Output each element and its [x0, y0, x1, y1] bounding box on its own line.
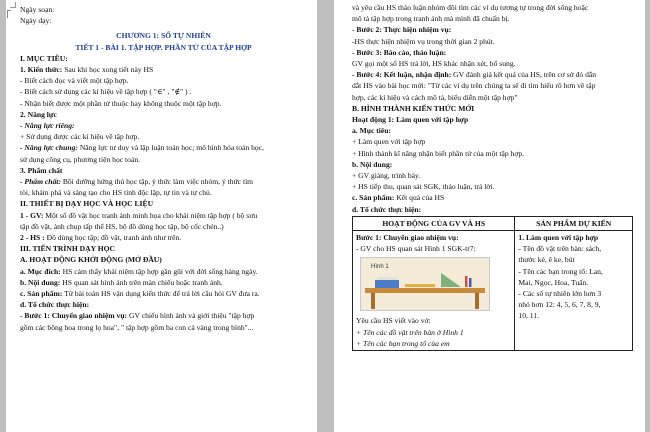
section-procedure: III. TIẾN TRÌNH DẠY HỌC [20, 244, 116, 254]
product-line-2: thước kẻ, ê ke, bút [518, 255, 575, 265]
chapter-title: CHƯƠNG 1: SỐ TỰ NHIÊN [116, 31, 211, 41]
table-observe-line: - GV cho HS quan sát Hình 1 SGK-tr7: [356, 244, 476, 254]
table-task-2: + Tên các bạn trong tổ của em [356, 338, 450, 348]
general-competency-line [20, 142, 307, 153]
document-page-right [334, 0, 645, 432]
desk-illustration-icon [361, 258, 489, 310]
continuation-line-2: mô tả tập hợp trong tranh ảnh mà mình đã chuẩn bị. [352, 14, 510, 24]
table-step1: Bước 1: Chuyển giao nhiệm vụ: [356, 233, 459, 243]
step4-line [352, 69, 633, 80]
quality-text: Bồi dưỡng hứng thú học tập, ý thức làm việc nhóm, ý thức tìm [60, 177, 254, 187]
step4-text-3: hợp, các kí hiệu và cách mô tả, biểu diễn một tập hợp" [352, 92, 518, 102]
knowledge-line [20, 64, 307, 75]
step2-text: -HS thực hiện nhiệm vụ trong thời gian 2 phút. [352, 36, 495, 46]
knowledge-item-1: - Biết cách đọc và viết một tập hợp. [20, 76, 129, 86]
content-line [20, 277, 307, 288]
corner-crop-mark [10, 2, 16, 8]
specific-competency-label: - Năng lực riêng: [20, 121, 75, 131]
purpose-text: HS cảm thấy khái niệm tập hợp gần gũi với đời sống hàng ngày. [60, 266, 258, 276]
product-line-3: - Tên các bạn trong tổ: Lan, [518, 266, 603, 276]
general-competency-text-2: sử dụng công cụ, phương tiện học toán. [20, 154, 141, 164]
teacher-text-2: tập đồ vật, ảnh chụp tấp thể HS, bộ đồ dùng học tập, bộ cốc chén..) [20, 221, 224, 231]
student-label: 2 - HS : [20, 233, 45, 243]
section-equipment: II. THIẾT BỊ DẠY HỌC VÀ HỌC LIỆU [20, 199, 154, 209]
objective-item-1: + Làm quen với tập hợp [352, 137, 426, 147]
step4-text: GV đánh giá kết quả của HS, trên cơ sở đó dẫn [451, 70, 597, 80]
objective-label: a. Mục tiêu: [352, 126, 392, 136]
student-materials-line [20, 232, 307, 243]
product-line-4: Mai, Ngọc, Hoa, Tuấn. [518, 277, 589, 287]
content-item-1: + GV giảng, trình bày. [352, 171, 421, 181]
table-header-activity: HOẠT ĐỘNG CỦA GV VÀ HS [353, 216, 515, 230]
content-item-2: + HS tiếp thu, quan sát SGK, thảo luận, trả lời. [352, 182, 495, 192]
knowledge-item-3: - Nhận biết được một phần tử thuộc hay không thuộc một tập hợp. [20, 98, 222, 108]
general-competency-text: Năng lực tư duy và lập luận toán học; mô hình hóa toán học, [77, 143, 264, 153]
table-header-row [353, 216, 633, 230]
step1-label: - Bước 1: Chuyển giao nhiệm vụ: [20, 311, 128, 321]
table-row [353, 231, 633, 351]
step4-text-2: dắt HS vào bài học mới: "Từ các ví dụ trên chúng ta sẽ đi tìm hiểu rõ hơn về tập [352, 81, 596, 91]
activity-a-heading: A. HOẠT ĐỘNG KHỞI ĐỘNG (MỞ ĐẦU) [20, 255, 162, 265]
figure-1-illustration [360, 257, 490, 311]
step1-text-2: gồm các bông hoa trong lọ hoa", " tập hợp gồm ba con cá vàng trong bình"... [20, 322, 254, 332]
table-header-product: SẢN PHẨM DỰ KIẾN [515, 216, 633, 230]
product-text: Kết quả của HS [394, 193, 445, 203]
quality-line [20, 176, 307, 187]
activity-cell [353, 231, 515, 351]
student-text: Đồ dùng học tập; đồ vật, tranh ảnh như trên. [44, 233, 182, 243]
activity-table [352, 216, 633, 351]
product-line-6: nhỏ hơn 12: 4, 5, 6, 7, 8, 9, [518, 300, 601, 310]
quality-text-2: tòi, khám phá và sáng tạo cho HS tính độc lập, tự tin và tự chủ. [20, 188, 212, 198]
lesson-title: TIẾT 1 - BÀI 1. TẬP HỢP. PHẦN TỬ CỦA TẬP HỢP [75, 42, 252, 52]
activity-b-heading: B. HÌNH THÀNH KIẾN THỨC MỚI [352, 103, 475, 113]
general-competency-label: - Năng lực chung: [20, 143, 78, 153]
specific-competency-item: + Sử dụng được các kí hiệu về tập hợp. [20, 132, 140, 142]
quality-heading: 3. Phẩm chất [20, 165, 63, 175]
step4-label: - Bước 4: Kết luận, nhận định: [352, 70, 452, 80]
product-text: Từ bài toán HS vận dụng kiến thức để trả lời câu hỏi GV đưa ra. [62, 289, 260, 299]
product-label: c. Sản phẩm: [352, 193, 395, 203]
teacher-text: Một số đồ vật học tranh ảnh minh họa cho khái niệm tập hợp ( bộ sưu [43, 210, 258, 220]
purpose-line [20, 266, 307, 277]
table-request-line: Yêu cầu HS viết vào vở: [356, 316, 431, 326]
date-taught: Ngày dạy: [20, 16, 52, 26]
product-title: 1. Làm quen với tập hợp [518, 233, 599, 243]
activity-1-title: Hoạt động 1: Làm quen với tập hợp [352, 115, 469, 125]
product-line [352, 192, 633, 203]
continuation-line-1: và yêu cầu HS thảo luận nhóm đôi tìm các ví dụ tương tự trong đời sống hoặc [352, 3, 589, 12]
knowledge-item-2: - Biết cách sử dụng các kí hiệu về tập hợp ( "∈" , "∉" ) . [20, 87, 192, 97]
margin-marker [7, 10, 11, 18]
step1-line [20, 310, 307, 321]
step1-text: GV chiếu hình ảnh và giới thiệu "tập hợp [127, 311, 255, 321]
teacher-materials-line [20, 210, 307, 221]
step3-text: GV gọi một số HS trả lời, HS khác nhận xét, bổ sung. [352, 59, 516, 69]
product-cell [515, 231, 633, 351]
figure-caption: Hình 1 [371, 264, 389, 271]
product-line [20, 288, 307, 299]
table-task-1: + Tên các đồ vật trên bàn ở Hình 1 [356, 327, 464, 337]
document-page-left [6, 0, 317, 432]
product-label: c. Sản phẩm: [20, 289, 63, 299]
quality-label: - Phẩm chất: [20, 177, 61, 187]
knowledge-text: Sau khi học xong tiết này HS [62, 65, 154, 75]
content-label: b. Nội dung: [352, 159, 393, 169]
step2-label: - Bước 2: Thực hiện nhiệm vụ: [352, 25, 452, 35]
product-line-7: 10, 11. [518, 311, 539, 321]
teacher-label: 1 - GV: [20, 210, 44, 220]
purpose-label: a. Mục đích: [20, 266, 61, 276]
product-line-5: - Các số tự nhiên lớn hơn 3 [518, 289, 602, 299]
content-label: b. Nội dung: [20, 277, 61, 287]
step3-label: - Bước 3: Báo cáo, thảo luận: [352, 47, 447, 57]
competency-heading: 2. Năng lực [20, 109, 57, 119]
objective-item-2: + Hình thành kĩ năng nhận biết phần tử của một tập hợp. [352, 148, 525, 158]
organization-label: d. Tổ chức thực hiện: [352, 204, 422, 214]
knowledge-label: 1. Kiến thức: [20, 65, 63, 75]
date-prepared: Ngày soạn: [20, 5, 55, 14]
content-text: HS quan sát hình ảnh trên màn chiếu hoặc tranh ảnh. [60, 277, 223, 287]
section-objectives: I. MỤC TIÊU: [20, 53, 68, 63]
product-line-1: - Tên đồ vật trên bàn: sách, [518, 244, 602, 254]
organization-label: d. Tổ chức thực hiện: [20, 300, 90, 310]
